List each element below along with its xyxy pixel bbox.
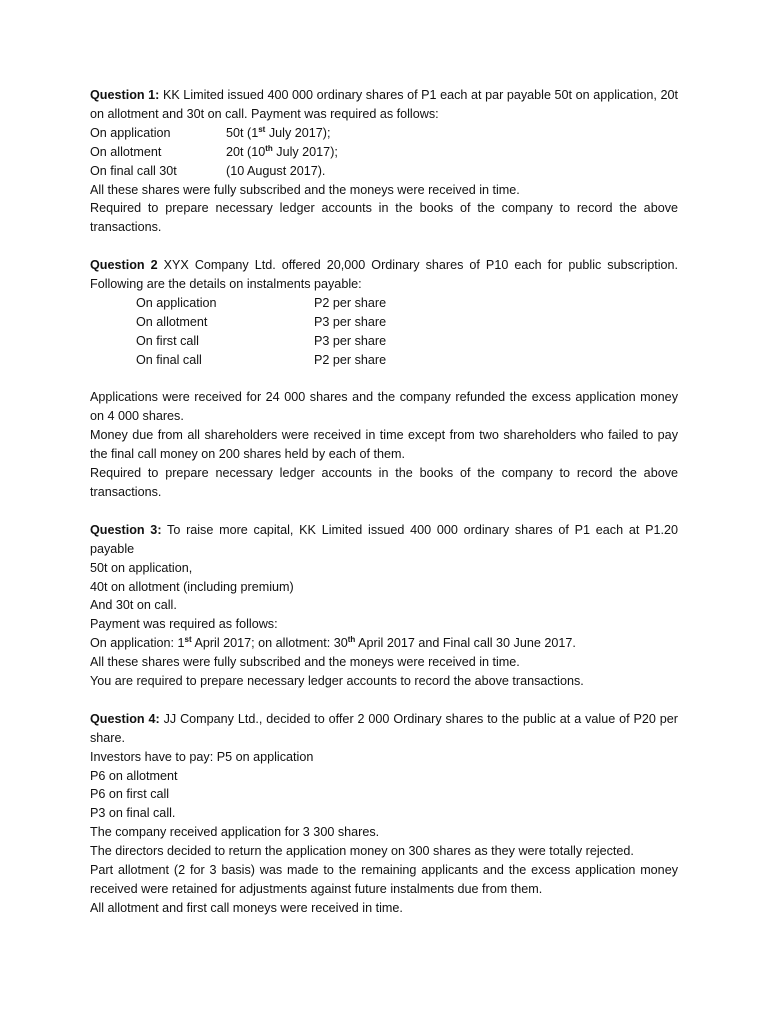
q2-intro: Question 2 XYX Company Ltd. offered 20,000 Ordinary shares of P10 each for public subscription. Following are the details on instalments payable: [90, 258, 678, 292]
q4-l1: Investors have to pay: P5 on application [90, 749, 314, 764]
q3-intro: Question 3: To raise more capital, KK Limited issued 400 000 ordinary shares of P1 each at P1.20 payable [90, 522, 678, 556]
q3-label: Question 3: [90, 522, 162, 537]
q4-l5: The company received application for 3 300 shares. [90, 825, 380, 840]
question-1 [90, 86, 678, 237]
q1-line1: All these shares were fully subscribed and the moneys were received in time. [90, 182, 520, 197]
q3-l7: You are required to prepare necessary ledger accounts to record the above transactions. [90, 674, 584, 689]
q4-l8: All allotment and first call moneys were received in time. [90, 900, 403, 915]
q4-l7: Part allotment (2 for 3 basis) was made to the remaining applicants and the excess application money received were retained for adjustments against future instalments due from them. [90, 863, 678, 896]
q1-line2: Required to prepare necessary ledger accounts in the books of the company to record the above transactions. [90, 201, 678, 235]
q4-l4: P3 on final call. [90, 806, 176, 821]
q1-row-final-call: On final call 30t (10 August 2017). [90, 163, 326, 178]
q1-intro: Question 1: KK Limited issued 400 000 ordinary shares of P1 each at par payable 50t on application, 20t on allotment and 30t on call. Payment was required as follows: [90, 88, 678, 121]
q2-p3: Required to prepare necessary ledger accounts in the books of the company to record the above transactions. [90, 466, 678, 499]
question-4 [90, 710, 678, 918]
q2-row: On first call P3 per share [136, 333, 387, 348]
q2-row: On allotment P3 per share [136, 314, 387, 329]
q1-label: Question 1: [90, 88, 160, 102]
question-3 [90, 521, 678, 691]
q2-p1: Applications were received for 24 000 shares and the company refunded the excess application money on 4 000 shares. [90, 390, 678, 424]
q2-p2: Money due from all shareholders were received in time except from two shareholders who failed to pay the final call money on 200 shares held by each of them. [90, 428, 678, 462]
q1-row-application: On application 50t (1st July 2017); [90, 124, 331, 140]
q4-intro: Question 4: JJ Company Ltd., decided to offer 2 000 Ordinary shares to the public at a value of P20 per share. [90, 711, 678, 745]
q4-l2: P6 on allotment [90, 768, 178, 783]
q4-l3: P6 on first call [90, 787, 170, 802]
q1-row-allotment: On allotment 20t (10th July 2017); [90, 143, 338, 159]
q3-l1: 50t on application, [90, 560, 193, 575]
q2-row: On application P2 per share [136, 295, 387, 310]
question-2-details [90, 388, 678, 501]
q3-l3: And 30t on call. [90, 598, 177, 613]
q2-row: On final call P2 per share [136, 352, 387, 367]
question-2 [90, 256, 678, 369]
q4-l6: The directors decided to return the application money on 300 shares as they were totally rejected. [90, 844, 634, 859]
q3-l5: On application: 1st April 2017; on allotment: 30th April 2017 and Final call 30 June 2017. [90, 635, 576, 651]
q3-l6: All these shares were fully subscribed and the moneys were received in time. [90, 655, 520, 670]
q3-l4: Payment was required as follows: [90, 617, 278, 632]
q2-instalments [90, 294, 678, 370]
q4-label: Question 4: [90, 711, 160, 726]
q2-label: Question 2 [90, 258, 158, 273]
q3-l2: 40t on allotment (including premium) [90, 579, 294, 594]
